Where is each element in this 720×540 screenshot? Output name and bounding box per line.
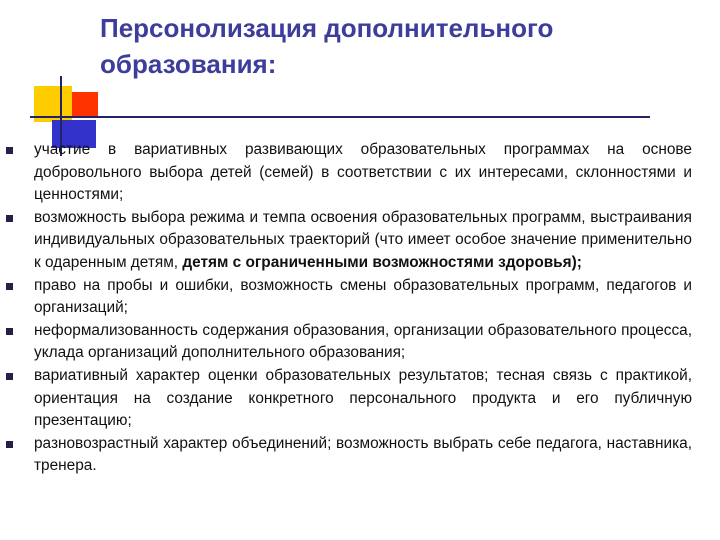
slide-title-line-2: образования: <box>100 49 277 79</box>
bullet-item-6 <box>0 433 720 478</box>
bullet-text: участие в вариативных развивающих образовательных программах на основе добровольного выбора детей (семей) в соответствии с их интересами, склонностями и ценностями; <box>34 141 692 204</box>
bullet-text: возможность выбора режима и темпа освоения образовательных программ, выстраивания индивидуальных образовательных траекторий (что имеет особое значение применительно к одаренным детям, <box>34 208 692 271</box>
bullet-text: неформализованность содержания образования, организации образовательного процесса, уклада организаций дополнительного образования; <box>34 321 692 362</box>
bullet-square-icon <box>6 215 13 222</box>
bullet-square-icon <box>6 441 13 448</box>
bullet-item-1 <box>0 139 720 207</box>
bullet-item-4 <box>0 320 720 365</box>
bullet-square-icon <box>6 328 13 335</box>
bullet-square-icon <box>6 283 13 290</box>
slide-title-line-1: Персонолизация дополнительного <box>100 13 554 43</box>
bullet-text: разновозрастный характер объединений; возможность выбрать себе педагога, наставника, тренера. <box>34 434 692 475</box>
bullet-text: право на пробы и ошибки, возможность смены образовательных программ, педагогов и организаций; <box>34 276 692 317</box>
bullet-list <box>0 139 720 478</box>
bullet-square-icon <box>6 373 13 380</box>
bullet-bold-text: детям с ограниченными возможностями здоровья); <box>182 253 582 271</box>
decorative-red-square <box>72 92 98 116</box>
bullet-text: вариативный характер оценки образовательных результатов; тесная связь с практикой, ориентация на создание конкретного персонального продукта и его публичную презентацию; <box>34 366 692 430</box>
slide-title <box>100 10 700 82</box>
bullet-item-2 <box>0 207 720 275</box>
bullet-item-5 <box>0 365 720 433</box>
bullet-item-3 <box>0 275 720 320</box>
decorative-horizontal-line <box>30 116 650 118</box>
bullet-square-icon <box>6 147 13 154</box>
